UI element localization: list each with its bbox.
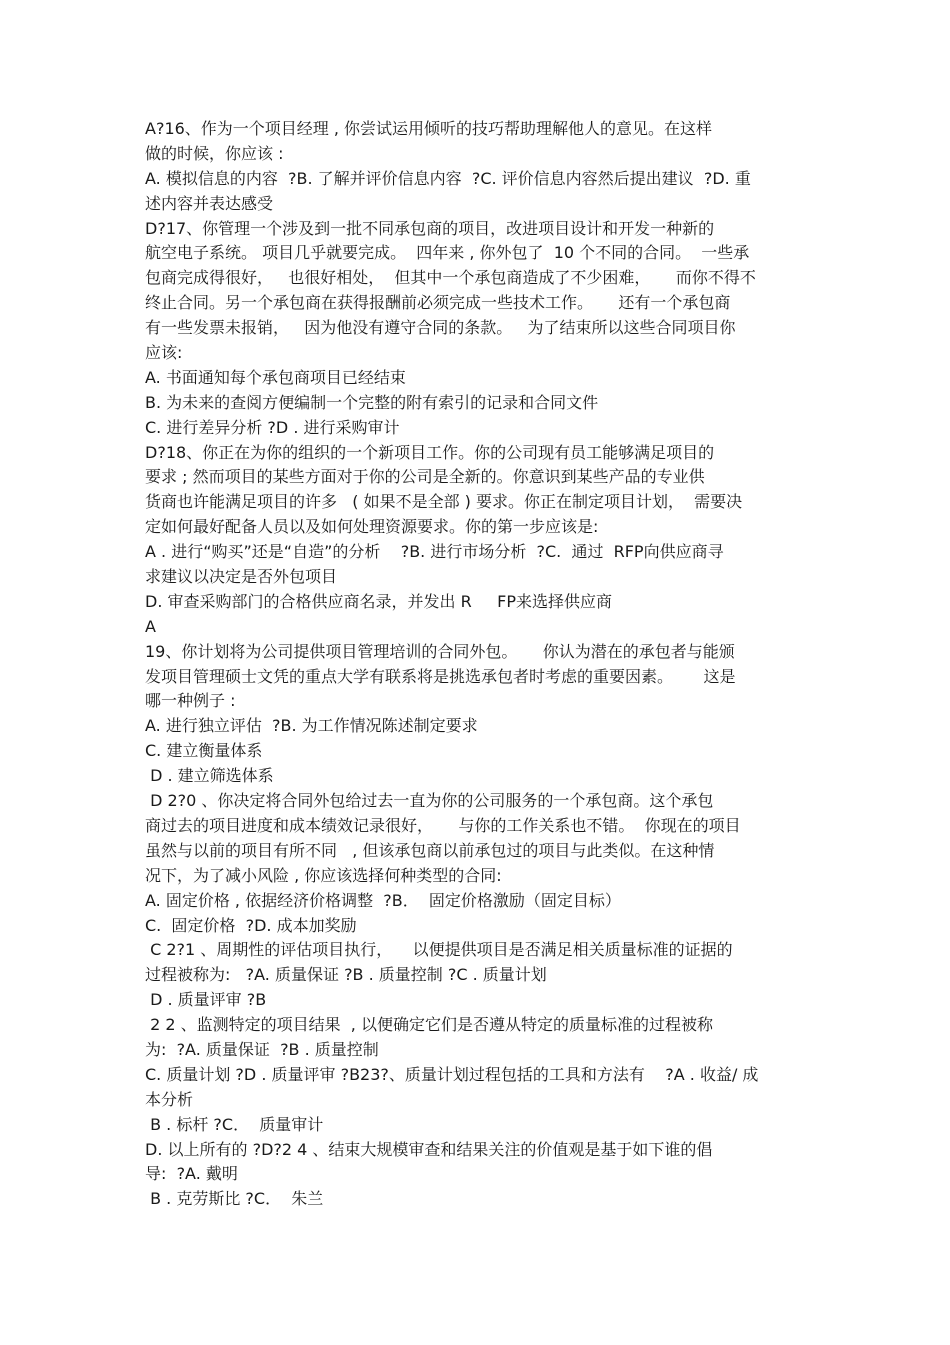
text-line: 导: ?A. 戴明 bbox=[145, 1164, 238, 1184]
text-line: B . 克劳斯比 ?C． 朱兰 bbox=[145, 1189, 324, 1209]
text-line: 应该: bbox=[145, 343, 183, 363]
text-line: 19、你计划将为公司提供项目管理培训的合同外包。 你认为潜在的承包者与能颁 bbox=[145, 641, 735, 661]
text-line: 过程被称为: ?A. 质量保证 ?B . 质量控制 ?C . 质量计划 bbox=[145, 965, 547, 985]
text-line: 要求 ; 然而项目的某些方面对于你的公司是全新的。你意识到某些产品的专业供 bbox=[145, 467, 705, 487]
text-line: 包商完成得很好， 也很好相处， 但其中一个承包商造成了不少困难， 而你不得不 bbox=[145, 268, 756, 288]
text-line: 定如何最好配备人员以及如何处理资源要求。你的第一步应该是: bbox=[145, 517, 599, 537]
text-line: A . 进行“购买”还是“自造”的分析 ?B. 进行市场分析 ?C. 通过 RFP向供应商寻 bbox=[145, 542, 724, 562]
text-line: D. 审查采购部门的合格供应商名录，并发出 R FP来选择供应商 bbox=[145, 591, 612, 611]
text-line: 求建议以决定是否外包项目 bbox=[145, 567, 338, 587]
text-line: 发项目管理硕士文凭的重点大学有联系将是挑选承包者时考虑的重要因素。 这是 bbox=[145, 666, 736, 686]
text-line: A. 进行独立评估 ?B. 为工作情况陈述制定要求 bbox=[145, 716, 478, 736]
text-line: A. 书面通知每个承包商项目已经结束 bbox=[145, 367, 406, 387]
text-line: 为: ?A. 质量保证 ?B . 质量控制 bbox=[145, 1039, 379, 1059]
text-line: A. 模拟信息的内容 ?B. 了解并评价信息内容 ?C. 评价信息内容然后提出建议 ?D. 重 bbox=[145, 168, 751, 188]
text-line: D?18、你正在为你的组织的一个新项目工作。你的公司现有员工能够满足项目的 bbox=[145, 442, 715, 462]
text-line: 本分析 bbox=[145, 1089, 194, 1109]
text-line: 做的时候，你应该 : bbox=[145, 143, 284, 163]
text-line: B . 标杆 ?C． 质量审计 bbox=[145, 1114, 324, 1134]
text-line: 有一些发票未报销， 因为他没有遵守合同的条款。 为了结束所以这些合同项目你 bbox=[145, 318, 736, 338]
text-line: 况下，为了减小风险 , 你应该选择何种类型的合同: bbox=[145, 865, 502, 885]
text-line: D . 质量评审 ?B bbox=[145, 990, 267, 1010]
text-line: C. 固定价格 ?D. 成本加奖励 bbox=[145, 915, 357, 935]
text-line: C. 进行差异分析 ?D . 进行采购审计 bbox=[145, 417, 400, 437]
text-line: 虽然与以前的项目有所不同 , 但该承包商以前承包过的项目与此类似。在这种情 bbox=[145, 840, 715, 860]
text-line: 哪一种例子 : bbox=[145, 691, 236, 711]
text-line: D. 以上所有的 ?D?2 4 、结束大规模审查和结果关注的价值观是基于如下谁的倡 bbox=[145, 1139, 713, 1159]
text-line: 商过去的项目进度和成本绩效记录很好， 与你的工作关系也不错。 你现在的项目 bbox=[145, 815, 741, 835]
text-line: A bbox=[145, 616, 156, 636]
text-line: 航空电子系统。 项目几乎就要完成。 四年来 , 你外包了 10 个不同的合同。 一些承 bbox=[145, 243, 750, 263]
text-line: 述内容并表达感受 bbox=[145, 193, 274, 213]
text-line: A?16、作为一个项目经理 , 你尝试运用倾听的技巧帮助理解他人的意见。在这样 bbox=[145, 119, 713, 138]
text-line: B. 为未来的查阅方便编制一个完整的附有索引的记录和合同文件 bbox=[145, 392, 599, 412]
text-line: C 2?1 、周期性的评估项目执行， 以便提供项目是否满足相关质量标准的证据的 bbox=[145, 940, 733, 960]
text-line: D?17、你管理一个涉及到一批不同承包商的项目，改进项目设计和开发一种新的 bbox=[145, 218, 715, 238]
text-line: D . 建立筛选体系 bbox=[145, 766, 274, 786]
text-line: 2 2 、监测特定的项目结果 , 以便确定它们是否遵从特定的质量标准的过程被称 bbox=[145, 1015, 713, 1035]
text-line: 货商也许能满足项目的许多 ( 如果不是全部 ) 要求。你正在制定项目计划， 需要决 bbox=[145, 492, 743, 512]
text-line: C. 质量计划 ?D . 质量评审 ?B23?、质量计划过程包括的工具和方法有 ?A . 收益/ 成 bbox=[145, 1064, 759, 1084]
text-line: 终止合同。另一个承包商在获得报酬前必须完成一些技术工作。 还有一个承包商 bbox=[145, 293, 731, 313]
text-line: D 2?0 、你决定将合同外包给过去一直为你的公司服务的一个承包商。这个承包 bbox=[145, 791, 714, 811]
text-line: A. 固定价格 , 依据经济价格调整 ?B． 固定价格激励（固定目标） bbox=[145, 890, 621, 910]
text-line: C. 建立衡量体系 bbox=[145, 741, 263, 761]
document-body bbox=[145, 117, 815, 1212]
